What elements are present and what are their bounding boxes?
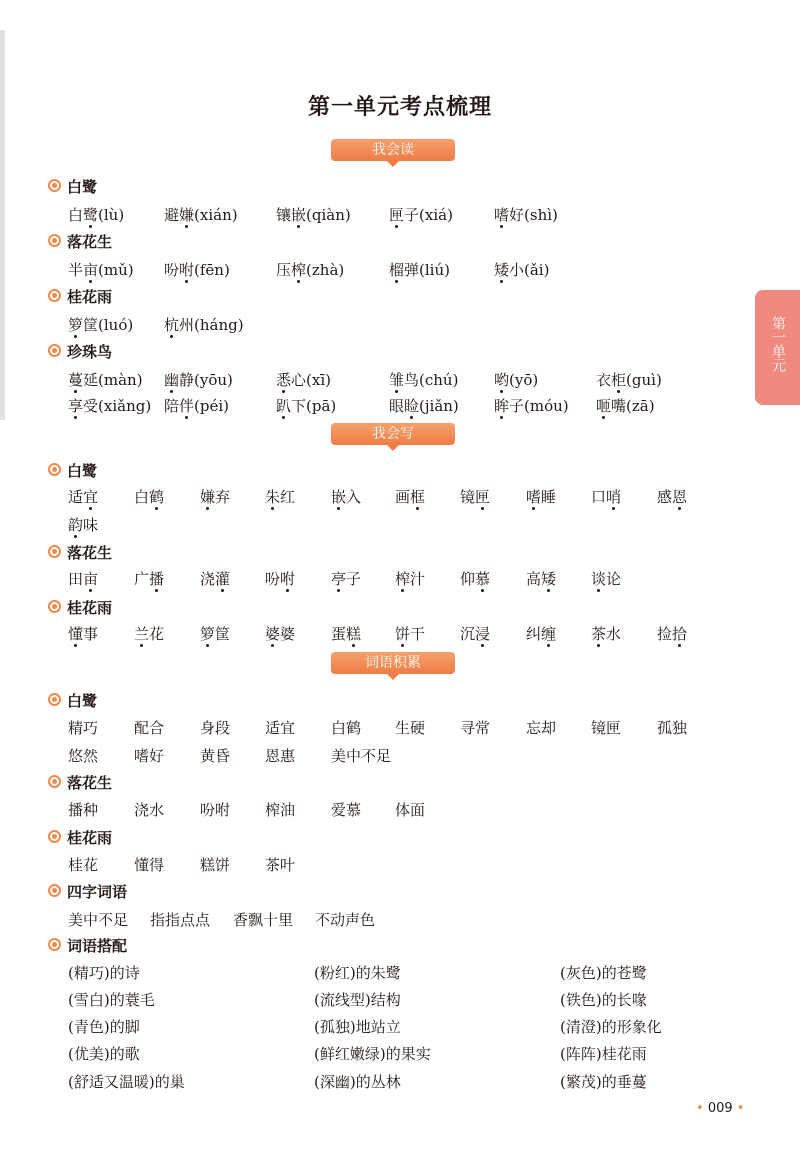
word-part: 吩 — [265, 570, 281, 588]
word-part: 入 — [346, 488, 362, 506]
vocab-item — [164, 204, 238, 226]
vocab-item — [68, 395, 151, 417]
word-item: 美中不足 — [68, 911, 129, 929]
word-item: (青色)的脚 — [68, 1018, 140, 1036]
bullet-icon — [48, 289, 61, 302]
vocab-item — [494, 395, 569, 417]
vocab-item — [276, 259, 344, 281]
word-item: 茶叶 — [265, 856, 296, 874]
word-part: 弃 — [215, 488, 231, 506]
group-heading-label: 白鹭 — [67, 462, 98, 480]
emphasis-char: 鹭 — [83, 206, 99, 224]
word-part: (mǔ) — [98, 261, 134, 279]
emphasis-char: 榨 — [395, 570, 411, 588]
word-item: 镜匣 — [591, 719, 622, 737]
vocab-item — [389, 259, 450, 281]
emphasis-char: 眸 — [494, 397, 510, 415]
emphasis-char: 框 — [410, 488, 426, 506]
word-item: (清澄)的形象化 — [560, 1018, 662, 1036]
group-heading — [48, 341, 112, 363]
emphasis-char: 悉 — [276, 371, 292, 389]
word-item: (流线型)结构 — [314, 991, 401, 1009]
word-item: 香飘十里 — [233, 911, 294, 929]
vocab-item — [395, 486, 425, 508]
word-item: (孤独)地站立 — [314, 1018, 401, 1036]
word-part: 沉 — [460, 625, 476, 643]
page-title: 第一单元考点梳理 — [307, 95, 492, 120]
vocab-item — [395, 623, 425, 645]
vocab-item — [657, 623, 687, 645]
word-part: 水 — [606, 625, 622, 643]
vocab-item — [200, 568, 230, 590]
emphasis-char: 亩 — [83, 261, 99, 279]
emphasis-char: 懂 — [68, 625, 84, 643]
emphasis-char: 嗜 — [494, 206, 510, 224]
emphasis-char: 箩 — [200, 625, 216, 643]
emphasis-char: 咂 — [596, 397, 612, 415]
word-part: 广 — [134, 570, 150, 588]
page-number-value: 009 — [707, 1101, 733, 1116]
vocab-item — [389, 204, 453, 226]
page-number-dot-right: • — [736, 1101, 745, 1116]
bullet-icon — [48, 463, 61, 476]
word-part: 心(xī) — [291, 371, 331, 389]
vocab-item — [265, 623, 295, 645]
word-part: 红 — [280, 488, 296, 506]
word-item: (雪白)的蓑毛 — [68, 991, 155, 1009]
word-part: (fēn) — [194, 261, 230, 279]
vocab-item — [134, 568, 164, 590]
word-part: 镜 — [460, 488, 476, 506]
word-item: 糕饼 — [200, 856, 231, 874]
group-heading — [48, 690, 97, 712]
word-item: 桂花 — [68, 856, 99, 874]
page-number-dot-left: • — [696, 1101, 704, 1116]
group-heading — [48, 231, 112, 253]
vocab-item — [68, 369, 143, 391]
word-item: 身段 — [200, 719, 231, 737]
emphasis-char: 伴 — [179, 397, 195, 415]
word-item: 黄昏 — [200, 747, 231, 765]
bullet-icon — [48, 775, 61, 788]
vocab-item — [164, 314, 244, 336]
word-item: (鲜红嫩绿)的果实 — [314, 1045, 431, 1063]
word-part: 捡 — [657, 625, 673, 643]
word-part: 陪 — [164, 397, 180, 415]
word-part: 睡 — [541, 488, 557, 506]
emphasis-char: 匣 — [389, 206, 405, 224]
word-item: 忘却 — [526, 719, 557, 737]
word-item: 寻常 — [460, 719, 491, 737]
word-item: (精巧)的诗 — [68, 964, 140, 982]
word-item: 孤独 — [657, 719, 688, 737]
group-heading-label: 桂花雨 — [67, 829, 113, 847]
word-item: (灰色)的苍鹭 — [560, 964, 647, 982]
vocab-item — [68, 623, 98, 645]
unit-side-tab — [755, 290, 800, 405]
word-item: 爱慕 — [331, 801, 362, 819]
word-part: 蛋 — [331, 625, 347, 643]
group-heading-label: 落花生 — [67, 774, 113, 792]
emphasis-char: 播 — [149, 570, 165, 588]
word-part: 口 — [591, 488, 607, 506]
vocab-item — [331, 486, 361, 508]
word-item: 播种 — [68, 801, 99, 819]
vocab-item — [596, 395, 655, 417]
emphasis-char: 婆 — [265, 625, 281, 643]
bullet-icon — [48, 693, 61, 706]
word-part: 下(pā) — [291, 397, 337, 415]
word-part: 子(xiá) — [404, 206, 453, 224]
group-heading — [48, 772, 112, 794]
section-banner: 词语积累 — [331, 652, 455, 674]
unit-side-tab-label: 第一单元 — [770, 316, 786, 372]
section-banner: 我会写 — [331, 423, 455, 445]
word-item: (深幽)的丛林 — [314, 1073, 401, 1091]
word-part: 筐 — [215, 625, 231, 643]
word-item: (铁色)的长喙 — [560, 991, 647, 1009]
word-item: 榨油 — [265, 801, 296, 819]
vocab-item — [164, 395, 229, 417]
vocab-item — [164, 369, 233, 391]
word-part: 压 — [276, 261, 292, 279]
emphasis-char: 宜 — [83, 488, 99, 506]
vocab-item — [265, 486, 295, 508]
vocab-item — [596, 369, 662, 391]
word-part: 鸟(chú) — [404, 371, 459, 389]
bullet-icon — [48, 600, 61, 613]
emphasis-char: 咐 — [179, 261, 195, 279]
vocab-item — [200, 623, 230, 645]
word-part: 衣 — [596, 371, 612, 389]
group-heading — [48, 597, 112, 619]
vocab-item — [68, 514, 98, 536]
emphasis-char: 慕 — [475, 570, 491, 588]
group-heading-label: 珍珠鸟 — [67, 343, 113, 361]
emphasis-char: 睑 — [404, 397, 420, 415]
word-part: 白 — [134, 488, 150, 506]
emphasis-char: 嫌 — [179, 206, 195, 224]
emphasis-char: 哨 — [606, 488, 622, 506]
emphasis-char: 鹤 — [149, 488, 165, 506]
word-item: 白鹤 — [331, 719, 362, 737]
group-heading-label: 桂花雨 — [67, 288, 113, 306]
vocab-item — [68, 314, 133, 336]
word-part: 小(ǎi) — [509, 261, 550, 279]
vocab-item — [200, 486, 230, 508]
group-heading-label: 四字词语 — [67, 883, 128, 901]
vocab-item — [591, 486, 621, 508]
word-item: 美中不足 — [331, 747, 392, 765]
word-item: (繁茂)的垂蔓 — [560, 1073, 647, 1091]
word-part: 纠 — [526, 625, 542, 643]
vocab-item — [265, 568, 295, 590]
group-heading — [48, 935, 127, 957]
vocab-item — [494, 204, 558, 226]
emphasis-char: 幽 — [164, 371, 180, 389]
group-heading — [48, 176, 97, 198]
word-part: 眼 — [389, 397, 405, 415]
vocab-item — [276, 369, 331, 391]
emphasis-char: 匣 — [475, 488, 491, 506]
word-part: (lù) — [98, 206, 125, 224]
bullet-icon — [48, 830, 61, 843]
word-part: 花 — [149, 625, 165, 643]
word-part: 论 — [606, 570, 622, 588]
word-part: 州(háng) — [179, 316, 244, 334]
emphasis-char: 缠 — [541, 625, 557, 643]
word-item: 悠然 — [68, 747, 99, 765]
word-part: 田 — [68, 570, 84, 588]
word-part: 镶 — [276, 206, 292, 224]
emphasis-char: 咐 — [280, 570, 296, 588]
word-part: 吩 — [164, 261, 180, 279]
emphasis-char: 榨 — [291, 261, 307, 279]
word-part: 子(móu) — [509, 397, 569, 415]
word-part: 高 — [526, 570, 542, 588]
emphasis-char: 享 — [68, 397, 84, 415]
word-item: 指指点点 — [150, 911, 211, 929]
word-part: 婆 — [280, 625, 296, 643]
vocab-item — [68, 568, 98, 590]
word-part: (péi) — [194, 397, 230, 415]
word-part: 画 — [395, 488, 411, 506]
word-part: 静(yōu) — [179, 371, 233, 389]
vocab-item — [460, 623, 490, 645]
emphasis-char: 浸 — [475, 625, 491, 643]
word-item: 配合 — [134, 719, 165, 737]
vocab-item — [460, 486, 490, 508]
word-item: (舒适又温暖)的巢 — [68, 1073, 185, 1091]
emphasis-char: 嵌 — [331, 488, 347, 506]
bullet-icon — [48, 234, 61, 247]
vocab-item — [591, 623, 621, 645]
vocab-item — [134, 486, 164, 508]
emphasis-char: 矮 — [494, 261, 510, 279]
word-part: (jiǎn) — [419, 397, 459, 415]
word-part: 事 — [83, 625, 99, 643]
vocab-item — [68, 486, 98, 508]
vocab-item — [526, 568, 556, 590]
word-item: 适宜 — [265, 719, 296, 737]
word-part: 感 — [657, 488, 673, 506]
vocab-item — [389, 369, 458, 391]
word-part: (guì) — [626, 371, 662, 389]
bullet-icon — [48, 344, 61, 357]
group-heading-label: 落花生 — [67, 233, 113, 251]
word-part: 白 — [68, 206, 84, 224]
emphasis-char: 兰 — [134, 625, 150, 643]
word-part: 味 — [83, 516, 99, 534]
word-item: 不动声色 — [315, 911, 376, 929]
vocab-item — [460, 568, 490, 590]
word-part: 受(xiǎng) — [83, 397, 152, 415]
vocab-item — [68, 259, 134, 281]
word-item: 吩咐 — [200, 801, 231, 819]
word-part: (qiàn) — [306, 206, 351, 224]
group-heading-label: 白鹭 — [67, 692, 98, 710]
group-heading-label: 词语搭配 — [67, 937, 128, 955]
word-item: 体面 — [395, 801, 426, 819]
emphasis-char: 灌 — [215, 570, 231, 588]
vocab-item — [526, 623, 556, 645]
group-heading — [48, 286, 112, 308]
word-part: (zhà) — [306, 261, 345, 279]
page-edge-shadow — [0, 30, 5, 420]
emphasis-char: 谈 — [591, 570, 607, 588]
word-part: 好(shì) — [509, 206, 558, 224]
emphasis-char: 饼 — [395, 625, 411, 643]
emphasis-char: 糕 — [346, 625, 362, 643]
vocab-item — [494, 369, 538, 391]
vocab-item — [395, 568, 425, 590]
emphasis-char: 趴 — [276, 397, 292, 415]
word-part: 嘴(zā) — [611, 397, 655, 415]
vocab-item — [134, 623, 164, 645]
group-heading-label: 桂花雨 — [67, 599, 113, 617]
bullet-icon — [48, 938, 61, 951]
word-item: (优美)的歌 — [68, 1045, 140, 1063]
group-heading-label: 白鹭 — [67, 178, 98, 196]
bullet-icon — [48, 179, 61, 192]
bullet-icon — [48, 545, 61, 558]
vocab-item — [276, 395, 336, 417]
emphasis-char: 韵 — [68, 516, 84, 534]
word-part: (yō) — [509, 371, 539, 389]
emphasis-char: 蔓 — [68, 371, 84, 389]
vocab-item — [331, 568, 361, 590]
word-part: (xián) — [194, 206, 238, 224]
vocab-item — [526, 486, 556, 508]
word-item: 嗜好 — [134, 747, 165, 765]
word-item: 懂得 — [134, 856, 165, 874]
group-heading — [48, 542, 112, 564]
emphasis-char: 嫌 — [200, 488, 216, 506]
emphasis-char: 亩 — [83, 570, 99, 588]
emphasis-char: 拾 — [672, 625, 688, 643]
emphasis-char: 嵌 — [291, 206, 307, 224]
group-heading — [48, 881, 127, 903]
word-part: 浇 — [200, 570, 216, 588]
vocab-item — [494, 259, 549, 281]
emphasis-char: 柜 — [611, 371, 627, 389]
word-item: (阵阵)桂花雨 — [560, 1045, 647, 1063]
section-banner: 我会读 — [331, 139, 455, 161]
emphasis-char: 雏 — [389, 371, 405, 389]
word-part: 适 — [68, 488, 84, 506]
word-item: 生硬 — [395, 719, 426, 737]
emphasis-char: 榴 — [389, 261, 405, 279]
emphasis-char: 亭 — [331, 570, 347, 588]
page-number — [696, 1101, 744, 1116]
word-part: 延(màn) — [83, 371, 143, 389]
group-heading — [48, 460, 97, 482]
emphasis-char: 哟 — [494, 371, 510, 389]
emphasis-char: 杭 — [164, 316, 180, 334]
word-part: 子 — [346, 570, 362, 588]
word-part: 弹(liú) — [404, 261, 450, 279]
vocab-item — [68, 204, 124, 226]
word-part: 筐(luó) — [83, 316, 134, 334]
word-item: (粉红)的朱鹭 — [314, 964, 401, 982]
word-item: 精巧 — [68, 719, 99, 737]
vocab-item — [389, 395, 459, 417]
emphasis-char: 矮 — [541, 570, 557, 588]
word-part: 避 — [164, 206, 180, 224]
word-part: 仰 — [460, 570, 476, 588]
group-heading-label: 落花生 — [67, 544, 113, 562]
word-item: 浇水 — [134, 801, 165, 819]
vocab-item — [591, 568, 621, 590]
emphasis-char: 箩 — [68, 316, 84, 334]
vocab-item — [331, 623, 361, 645]
word-part: 干 — [410, 625, 426, 643]
vocab-item — [276, 204, 351, 226]
emphasis-char: 恩 — [672, 488, 688, 506]
group-heading — [48, 827, 112, 849]
word-item: 恩惠 — [265, 747, 296, 765]
bullet-icon — [48, 884, 61, 897]
emphasis-char: 嗜 — [526, 488, 542, 506]
vocab-item — [164, 259, 230, 281]
emphasis-char: 茶 — [591, 625, 607, 643]
emphasis-char: 朱 — [265, 488, 281, 506]
word-part: 汁 — [410, 570, 426, 588]
word-part: 半 — [68, 261, 84, 279]
vocab-item — [657, 486, 687, 508]
